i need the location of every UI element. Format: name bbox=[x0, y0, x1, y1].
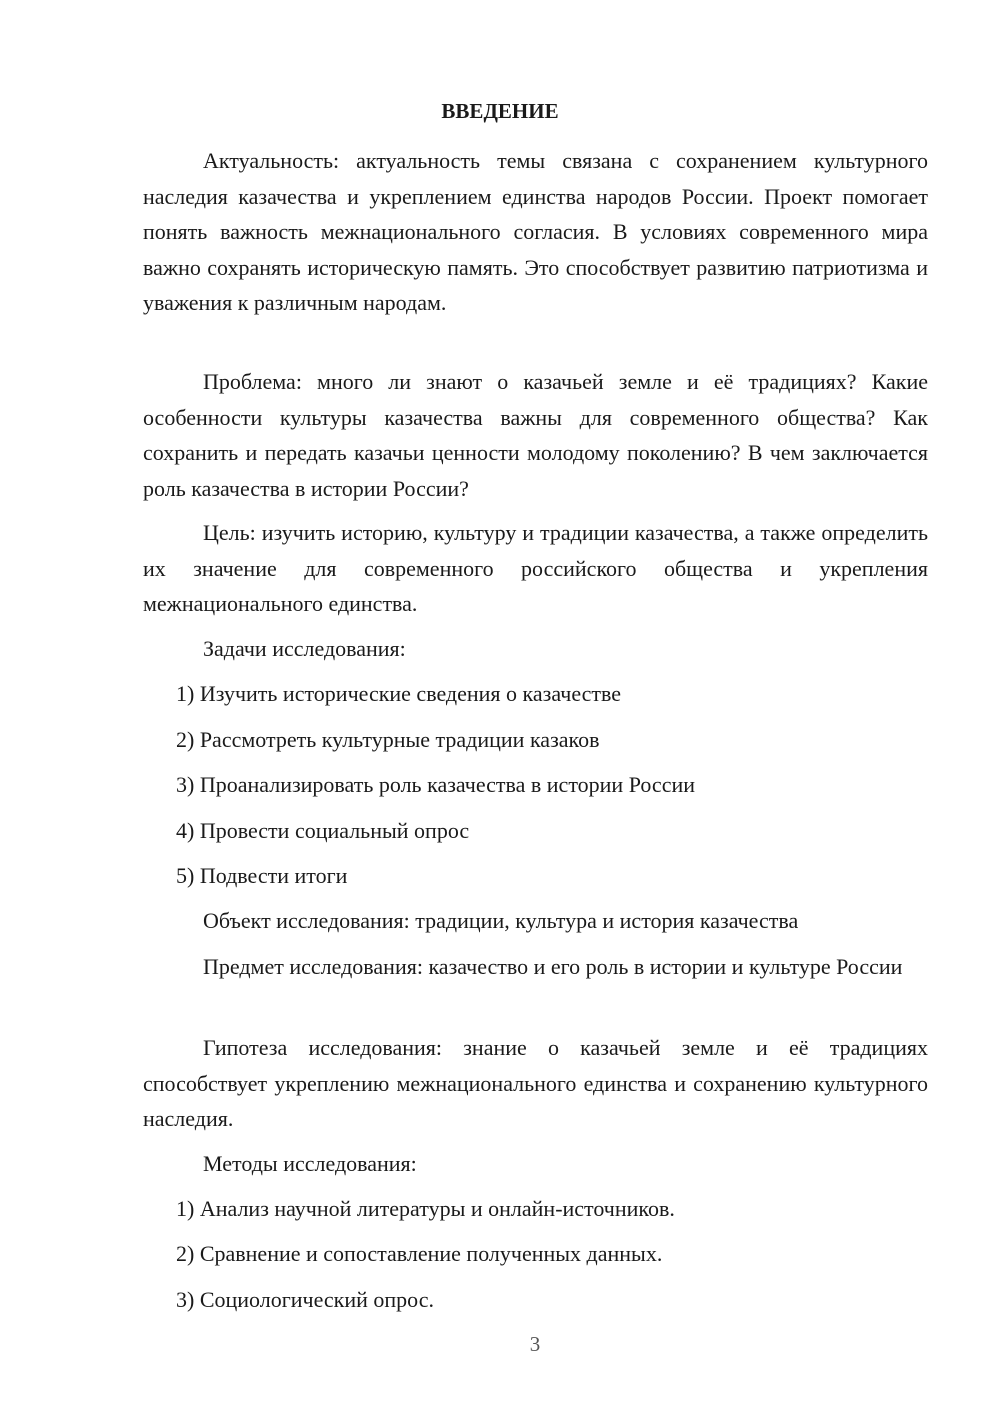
methods-heading: Методы исследования: bbox=[203, 1151, 417, 1176]
task-item: 1) Изучить исторические сведения о казачестве bbox=[176, 681, 622, 706]
goal-paragraph: Цель: изучить историю, культуру и традиции казачества, а также определить их значение для современного российского общества и укрепления межнационального единства. bbox=[143, 520, 928, 616]
method-item: 1) Анализ научной литературы и онлайн-источников. bbox=[176, 1196, 675, 1221]
task-item: 3) Проанализировать роль казачества в истории России bbox=[176, 772, 696, 797]
section-title: ВВЕДЕНИЕ bbox=[441, 99, 559, 123]
task-item: 5) Подвести итоги bbox=[176, 863, 348, 888]
object-paragraph: Объект исследования: традиции, культура и история казачества bbox=[203, 908, 799, 933]
page-number: 3 bbox=[529, 1332, 541, 1356]
task-item: 4) Провести социальный опрос bbox=[176, 818, 470, 843]
relevance-paragraph: Актуальность: актуальность темы связана с сохранением культурного наследия казачества и укреплением единства народов России. Проект помогает понять важность межнационального согласия. В условиях современного мира важно сохранять историческую память. Это способствует развитию патриотизма и уважения к различным народам. bbox=[143, 148, 928, 315]
method-item: 3) Социологический опрос. bbox=[176, 1287, 434, 1312]
tasks-heading: Задачи исследования: bbox=[203, 636, 406, 661]
problem-paragraph: Проблема: много ли знают о казачьей земле и её традициях? Какие особенности культуры казачества важны для современного общества? Как сохранить и передать казачьи ценности молодому поколению? В чем заключается роль казачества в истории России? bbox=[143, 369, 928, 501]
hypothesis-paragraph: Гипотеза исследования: знание о казачьей земле и её традициях способствует укреплению межнационального единства и сохранению культурного наследия. bbox=[143, 1035, 928, 1131]
subject-paragraph: Предмет исследования: казачество и его роль в истории и культуре России bbox=[203, 954, 903, 979]
task-item: 2) Рассмотреть культурные традиции казаков bbox=[176, 727, 600, 752]
method-item: 2) Сравнение и сопоставление полученных данных. bbox=[176, 1241, 663, 1266]
